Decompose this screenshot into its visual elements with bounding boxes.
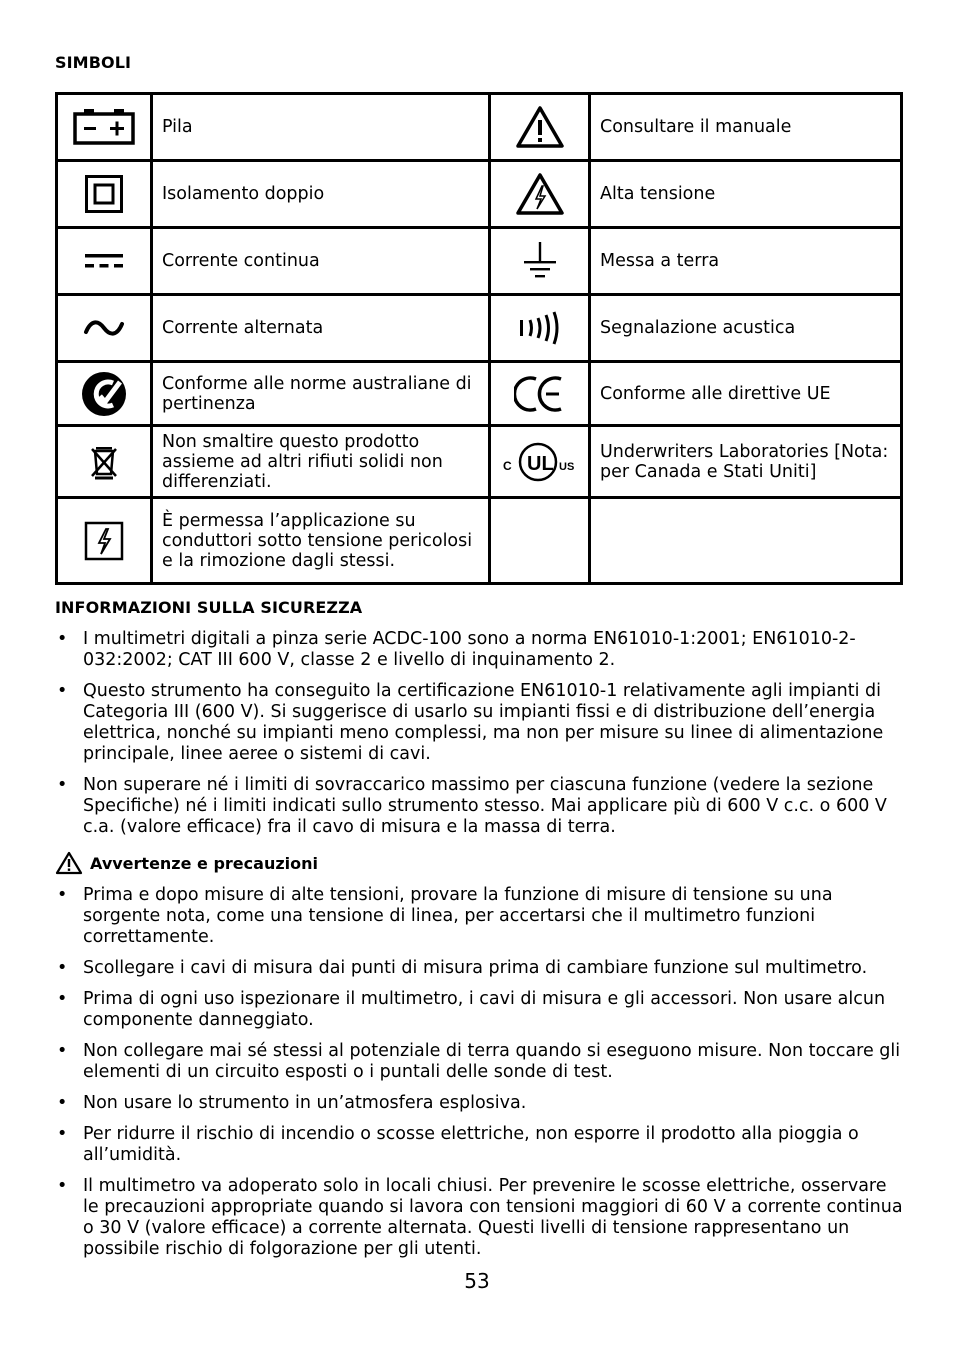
- list-item: [55, 629, 905, 671]
- symbol-label: Non smaltire questo prodotto assieme ad altri rifiuti solidi non differenziati.: [152, 426, 490, 498]
- page-number: 53: [464, 1269, 490, 1293]
- safety-heading: INFORMAZIONI SULLA SICUREZZA: [55, 598, 363, 617]
- symbol-row: [57, 498, 902, 584]
- list-item-text: Non collegare mai sé stessi al potenziale di terra quando si eseguono misure. Non toccare gli elementi di un circuito esposti o i puntali delle sonde di test.: [83, 1041, 901, 1082]
- symbol-row: [57, 295, 902, 362]
- list-item-text: Scollegare i cavi di misura dai punti di misura prima di cambiare funzione sul multimetro.: [83, 958, 868, 978]
- bullet: •: [57, 989, 68, 1009]
- list-item: [55, 1093, 905, 1114]
- ul-us-text: US: [558, 460, 574, 473]
- symbol-label: Isolamento doppio: [152, 161, 490, 228]
- list-item: [55, 1124, 905, 1166]
- high-voltage-icon: [490, 161, 590, 228]
- symbol-row: [57, 228, 902, 295]
- weee-bin-icon: [57, 426, 152, 498]
- bullet: •: [57, 775, 68, 795]
- list-item: [55, 1041, 905, 1083]
- symbol-row: [57, 161, 902, 228]
- safety-list: [55, 629, 905, 838]
- bullet: •: [57, 885, 68, 905]
- list-item: [55, 989, 905, 1031]
- symbol-label: Consultare il manuale: [590, 94, 902, 161]
- symbol-label: Segnalazione acustica: [590, 295, 902, 362]
- ground-icon: [490, 228, 590, 295]
- list-item-text: Prima di ogni uso ispezionare il multimetro, i cavi di misura e gli accessori. Non usare alcun componente danneggiato.: [83, 989, 886, 1030]
- bullet: •: [57, 958, 68, 978]
- list-item: [55, 681, 905, 765]
- list-item-text: I multimetri digitali a pinza serie ACDC-100 sono a norma EN61010-1:2001; EN61010-2-032:2002; CAT III 600 V, classe 2 e livello di inquinamento 2.: [83, 629, 856, 670]
- symbol-label: È permessa l’applicazione su conduttori sotto tensione pericolosi e la rimozione dagli stessi.: [152, 498, 490, 584]
- bullet: •: [57, 1124, 68, 1144]
- symbol-row: [57, 94, 902, 161]
- alternating-current-icon: [57, 295, 152, 362]
- list-item-text: Non usare lo strumento in un’atmosfera esplosiva.: [83, 1093, 527, 1113]
- symbol-label: Corrente continua: [152, 228, 490, 295]
- warnings-heading-text: Avvertenze e precauzioni: [90, 853, 318, 873]
- ce-mark-icon: [490, 362, 590, 426]
- symbol-label: Alta tensione: [590, 161, 902, 228]
- symbols-table: [55, 92, 903, 585]
- battery-icon: [57, 94, 152, 161]
- list-item-text: Non superare né i limiti di sovraccarico massimo per ciascuna funzione (vedere la sezione Specifiche) né i limiti indicati sullo strumento stesso. Mai applicare più di 600 V c.c. o 600 V c.a. (valore efficace) fra il cavo di misura e la massa di terra.: [83, 775, 887, 837]
- symbol-label: Conforme alle direttive UE: [590, 362, 902, 426]
- list-item-text: Prima e dopo misure di alte tensioni, provare la funzione di misure di tensione su una sorgente nota, come una tensione di linea, per accertarsi che il multimetro funzioni correttamente.: [83, 885, 833, 947]
- bullet: •: [57, 1041, 68, 1061]
- warning-triangle-icon: [55, 851, 83, 875]
- list-item: [55, 958, 905, 979]
- list-item: [55, 885, 905, 948]
- symbol-label: Corrente alternata: [152, 295, 490, 362]
- list-item-text: Il multimetro va adoperato solo in locali chiusi. Per prevenire le scosse elettriche, osservare le precauzioni appropriate quando si lavora con tensioni maggiori di 60 V a corrente continua o 30 V (valore efficace) a corrente alternata. Questi livelli di tensione rappresentano un possibile rischio di folgorazione per gli utenti.: [83, 1176, 903, 1259]
- symbol-row: [57, 362, 902, 426]
- ul-text: UL: [526, 452, 554, 475]
- bullet: •: [57, 681, 68, 701]
- symbol-row: [57, 426, 902, 498]
- c-tick-icon: [57, 362, 152, 426]
- bullet: •: [57, 629, 68, 649]
- symbols-heading: SIMBOLI: [55, 53, 132, 72]
- symbol-label: Pila: [152, 94, 490, 161]
- list-item: [55, 775, 905, 838]
- warnings-heading: [55, 851, 318, 875]
- symbol-label: Conforme alle norme australiane di pertinenza: [152, 362, 490, 426]
- beeper-icon: [490, 295, 590, 362]
- bullet: •: [57, 1093, 68, 1113]
- empty-icon-cell: [490, 498, 590, 584]
- warnings-list: [55, 885, 905, 1260]
- list-item-text: Questo strumento ha conseguito la certificazione EN61010-1 relativamente agli impianti di Categoria III (600 V). Si suggerisce di usarlo su impianti fissi e di distribuzione dell’energia elettrica, nonché su impianti meno complessi, ma non per misure su linee di alimentazione principale, linee aeree o sistemi di cavi.: [83, 681, 884, 764]
- direct-current-icon: [57, 228, 152, 295]
- live-conductor-icon: [57, 498, 152, 584]
- ul-c-text: C: [502, 458, 512, 473]
- ul-mark-icon: [490, 426, 590, 498]
- list-item-text: Per ridurre il rischio di incendio o scosse elettriche, non esporre il prodotto alla pioggia o all’umidità.: [83, 1124, 859, 1165]
- empty-label-cell: [590, 498, 902, 584]
- symbol-label: Messa a terra: [590, 228, 902, 295]
- bullet: •: [57, 1176, 68, 1196]
- double-insulation-icon: [57, 161, 152, 228]
- list-item: [55, 1176, 905, 1260]
- warning-triangle-icon: [490, 94, 590, 161]
- symbol-label: Underwriters Laboratories [Nota: per Canada e Stati Uniti]: [590, 426, 902, 498]
